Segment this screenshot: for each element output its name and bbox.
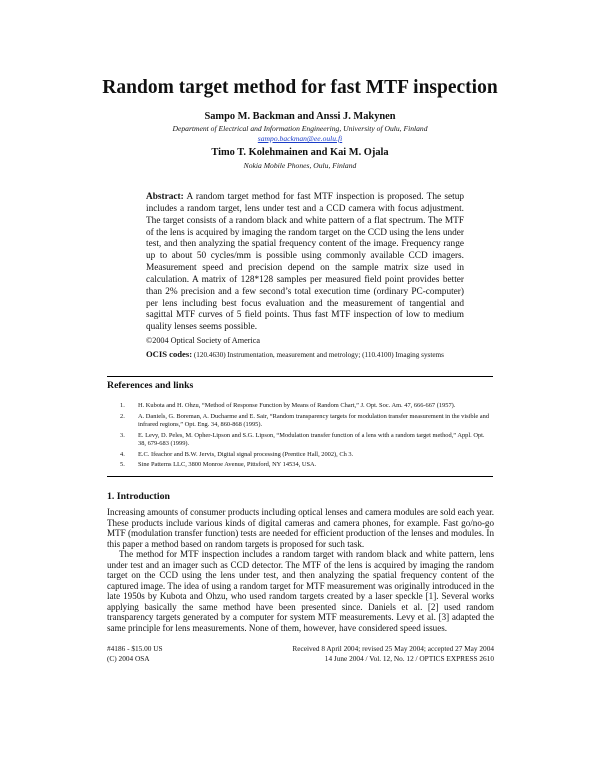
intro-paragraph-2: The method for MTF inspection includes a random target with random black and white pattern, lens under test and an imager such as CCD detector. The MTF of the lens is acquired by imaging the random target on the CCD using the lens under test, and then analyzing the spatial frequency content of the captured image. The idea of using a random target for MTF measurement was originally introduced in the late 1950s by Kubota and Ohzu, who used random targets created by a laser speckle [1]. Several works applying basically the same method have been presented since. Daniels et al. [2] used random transparency targets generated by a computer for system MTF measurements. Levy et al. [3] adapted the same principle for lens measurements. None of them, however, have considered speed issues.	[107, 549, 494, 634]
authors-secondary: Timo T. Kolehmainen and Kai M. Ojala	[211, 147, 389, 158]
divider-bottom	[107, 476, 493, 477]
footer-received-dates: Received 8 April 2004; revised 25 May 2004; accepted 27 May 2004	[292, 644, 494, 653]
footer-left	[107, 644, 163, 664]
ocis-codes	[146, 350, 464, 360]
affiliation-secondary: Nokia Mobile Phones, Oulu, Finland	[243, 161, 357, 170]
paper-title: Random target method for fast MTF inspection	[102, 77, 498, 98]
reference-number: 1.	[120, 402, 125, 409]
reference-number: 5.	[120, 461, 125, 469]
section-heading: 1. Introduction	[107, 491, 170, 502]
footer-right	[270, 644, 494, 664]
reference-text: A. Daniels, G. Boreman, A. Ducharme and E. Sair, “Random transparency targets for modulation transfer measurement in the visible and infrared regions,” Opt. Eng. 34, 860-868 (1995).	[138, 412, 490, 428]
authors-primary: Sampo M. Backman and Anssi J. Makynen	[204, 111, 396, 122]
abstract	[146, 192, 464, 334]
author-email	[0, 134, 600, 144]
reference-item	[120, 461, 492, 469]
reference-text: E.C. Ifeachor and B.W. Jervis, Digital signal processing (Prentice Hall, 2002), Ch 3.	[138, 450, 354, 458]
introduction-body	[107, 507, 494, 634]
abstract-label: Abstract:	[146, 192, 184, 202]
reference-list	[120, 402, 492, 472]
email-link[interactable]: sampo.backman@ee.oulu.fi	[257, 134, 343, 143]
references-heading: References and links	[107, 380, 194, 391]
divider-top	[107, 376, 493, 377]
ocis-label: OCIS codes:	[146, 349, 193, 359]
reference-item	[120, 451, 492, 459]
reference-text: H. Kubota and H. Ohzu, “Method of Response Function by Means of Random Chart,” J. Opt. Soc. Am. 47, 666-667 (1957).	[138, 402, 456, 409]
copyright-notice: ©2004 Optical Society of America	[146, 336, 260, 345]
affiliation-primary: Department of Electrical and Information Engineering, University of Oulu, Finland	[172, 124, 428, 133]
reference-number: 4.	[120, 450, 125, 458]
reference-number: 3.	[120, 431, 125, 439]
footer-journal-info: 14 June 2004 / Vol. 12, No. 12 / OPTICS EXPRESS 2610	[324, 654, 494, 663]
footer-manuscript-id: #4186 - $15.00 US	[107, 644, 163, 653]
reference-item	[120, 413, 492, 429]
reference-item	[120, 402, 492, 410]
abstract-text: A random target method for fast MTF inspection is proposed. The setup includes a random target, lens under test and a CCD camera with focus adjustment. The target consists of a random black and white pattern of a flat spectrum. The MTF of the lens is acquired by imaging the random target on the CCD using the lens under test, and then analyzing the spatial frequency content of the image. Frequency range up to about 50 cycles/mm is possible using commonly available CCD imagers. Measurement speed and precision depend on the sample matrix size used in calculation. A matrix of 128*128 samples per measured field point provides better than 2% precision and a few second’s total execution time (ordinary PC-computer) per lens including best focus evaluation and the measurement of tangential and sagittal MTF curves of 5 field points. Thus fast MTF inspection of low to medium quality lenses seems possible.	[146, 192, 464, 333]
reference-text: E. Levy, D. Peles, M. Opher-Lipson and S.G. Lipson, “Modulation transfer function of a lens with a random target method,” Appl. Opt. 38, 679-683 (1999).	[138, 431, 485, 447]
ocis-text: (120.4630) Instrumentation, measurement and metrology; (110.4100) Imaging systems	[192, 351, 444, 359]
reference-item	[120, 432, 492, 448]
reference-number: 2.	[120, 412, 125, 420]
reference-text: Sine Patterns LLC, 3800 Monroe Avenue, Pittsford, NY 14534, USA.	[138, 461, 317, 469]
footer-copyright: (C) 2004 OSA	[107, 654, 150, 663]
intro-paragraph-1: Increasing amounts of consumer products including optical lenses and camera modules are sold each year. These products include various kinds of digital cameras and camera phones, for example. Fast go/no-go MTF (modulation transfer function) tests are needed for efficient production of the lenses and modules. In this paper a method based on random targets is proposed for such task.	[107, 507, 494, 549]
